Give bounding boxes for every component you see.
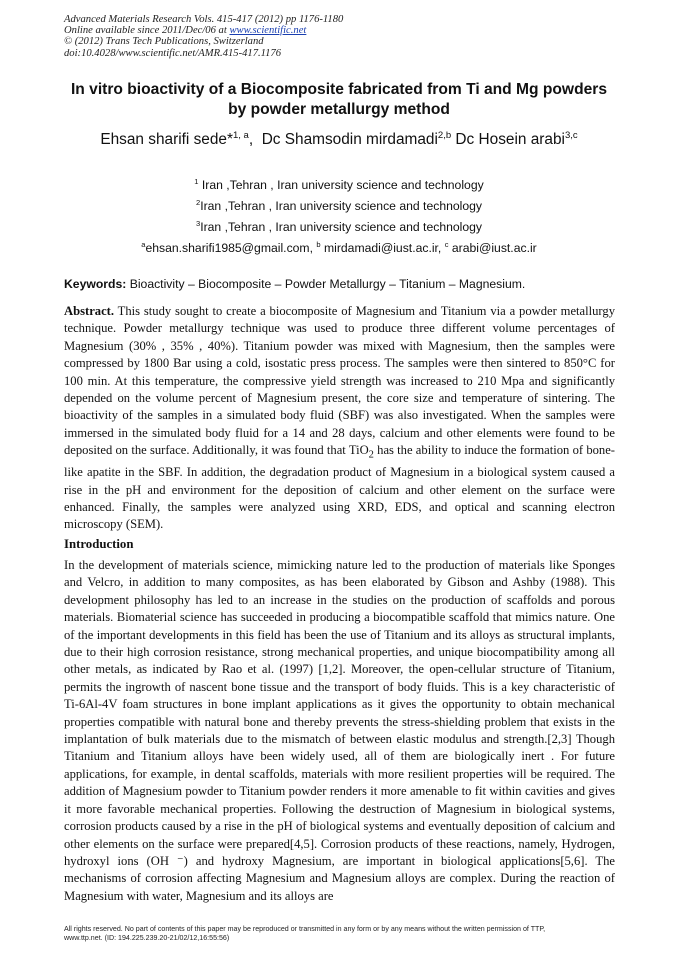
keywords-text: Bioactivity – Biocomposite – Powder Metallurgy – Titanium – Magnesium.: [126, 277, 526, 291]
introduction-heading: Introduction: [64, 537, 134, 551]
affiliation-3: [40, 220, 638, 241]
abstract-paragraph: [64, 303, 615, 534]
footer-line-1: All rights reserved. No part of contents of this paper may be reproduced or transmitted in any form or by any means without the written permission of TTP,: [64, 925, 546, 933]
affiliations: [40, 178, 638, 262]
keywords: [64, 277, 624, 291]
journal-header: [64, 14, 624, 59]
copyright-footer: [64, 925, 624, 944]
abstract-subscript: 2: [368, 449, 374, 461]
affiliation-2: [40, 199, 638, 220]
abstract-text-1: This study sought to create a biocomposite of Magnesium and Titanium via a powder metallurgy technique. Powder metallurgy technique was used to produce three different volume percentages of Magnesium (30% , 35% , 40%). Titanium powder was mixed with Magnesium, then the samples were compressed by 1800 Bar using a cold, isostatic press process. The samples were then sintered to 850°C for 100 min. At this temperature, the compressive yield strength was increased to 210 Mpa and significantly depended on the volume percent of Magnesium present, the core size and temperature of sintering. The bioactivity of the samples in a simulated body fluid (SBF) was also investigated. When the samples were immersed in the simulated body fluid for a 14 and 28 days, calcium and other elements were found to be deposited on the surface. Additionally, it was found that TiO: [64, 304, 615, 458]
doi-line: doi:10.4028/www.scientific.net/AMR.415-417.1176: [64, 47, 282, 59]
affiliation-1-mark: 1: [194, 176, 199, 186]
author-3-name: Dc Hosein arabi: [451, 131, 565, 148]
journal-citation: Advanced Materials Research Vols. 415-417 (2012) pp 1176-1180: [64, 14, 344, 25]
keywords-label: Keywords:: [64, 277, 127, 291]
affiliation-3-mark: 3: [195, 218, 201, 228]
footer-line-2: www.ttp.net. (ID: 194.225.239.20-21/02/12,16:55:56): [64, 934, 230, 943]
email-a[interactable]: ehsan.sharifi1985@gmail.com,: [145, 241, 317, 255]
paper-title: [40, 80, 638, 120]
author-separator: ,: [248, 131, 262, 148]
abstract-text-2: has the ability to induce the formation of bone-like apatite in the SBF. In addition, the degradation product of Magnesium in a biological system caused a rise in the pH and environment for the deposition of calcium and other element on the surface were enhanced. Finally, the samples were analyzed using XRD, EDS, and optical and scanning electron microscopy (SEM).: [64, 443, 615, 532]
affiliation-3-text: Iran ,Tehran , Iran university science and technology: [200, 220, 483, 234]
author-1-affiliation-mark: 1, a: [232, 129, 249, 141]
paper-title-line-1: In vitro bioactivity of a Biocomposite fabricated from Ti and Mg powders: [70, 81, 608, 98]
online-availability: [64, 25, 624, 36]
email-c-mark: c: [444, 239, 449, 249]
paper-title-line-2: by powder metallurgy method: [228, 101, 450, 118]
email-b[interactable]: mirdamadi@iust.ac.ir,: [320, 241, 445, 255]
publisher-link[interactable]: www.scientific.net: [229, 25, 307, 37]
abstract-label: Abstract.: [64, 304, 115, 318]
email-c[interactable]: arabi@iust.ac.ir: [448, 241, 537, 255]
affiliation-1-text: Iran ,Tehran , Iran university science and technology: [198, 178, 484, 192]
author-list: [40, 131, 638, 149]
online-availability-text: Online available since 2011/Dec/06 at: [64, 25, 230, 37]
introduction-paragraph: In the development of materials science, mimicking nature led to the production of materials like Sponges and Velcro, in addition to many composites, as has been elaborated by Gibson and Ashby (1988). This development philosophy has led to an increase in the studies on the production of scaffolds and porous materials. Biomaterial science has succeeded in producing a biocompatible scaffold that mimics nature. One of the important developments in this field has been the use of Titanium and its alloys as structural implants, due to their high corrosion resistance, strong mechanical properties, and unique biocompatibility among all other metals, as indicated by Rao et al. (1997) [1,2]. Moreover, the open-cellular structure of Titanium, permits the ingrowth of nascent bone tissue and the transport of body fluids. This is a key characteristic of Ti-6Al-4V foam structures in bone implant applications as it gives the opportunity to obtain mechanical properties compatible with natural bone and thereby prevents the stress-shielding problem that exists in the implantation of bulk materials due to the mismatch of between elastic modulus and strength.[2,3] Though Titanium and Titanium alloys have been widely used, all of them are biologically inert . For future applications, for example, in dental scaffolds, materials with more resilient properties will be required. The addition of Magnesium powder to Titanium powder renders it more amenable to fit within cavities and gives it more favorable mechanical properties. Following the destruction of Magnesium in biological systems, corrosion products caused by a rise in the pH of biological systems and eventually deposition of calcium and other elements on the surface were prepared[4,5]. Corrosion products of these reactions, namely, Hydrogen, hydroxyl ions (OH ⁻) and hydroxy Magnesium, are important in biological applications[5,6]. The mechanisms of corrosion affecting Magnesium and Magnesium alloys are complex. During the reaction of Magnesium with water, Magnesium and its alloys are: [64, 558, 615, 903]
author-2-name: Dc Shamsodin mirdamadi: [261, 131, 438, 148]
copyright-line: © (2012) Trans Tech Publications, Switzerland: [64, 36, 264, 48]
affiliation-2-mark: 2: [195, 197, 201, 207]
affiliation-2-text: Iran ,Tehran , Iran university science and technology: [200, 199, 483, 213]
affiliation-1: [40, 178, 638, 199]
email-b-mark: b: [316, 239, 321, 249]
author-1-name: Ehsan sharifi sede*: [100, 131, 233, 148]
author-2-affiliation-mark: 2,b: [437, 129, 452, 141]
author-emails: [40, 241, 638, 262]
email-a-mark: a: [141, 239, 146, 249]
author-3-affiliation-mark: 3,c: [564, 129, 578, 141]
